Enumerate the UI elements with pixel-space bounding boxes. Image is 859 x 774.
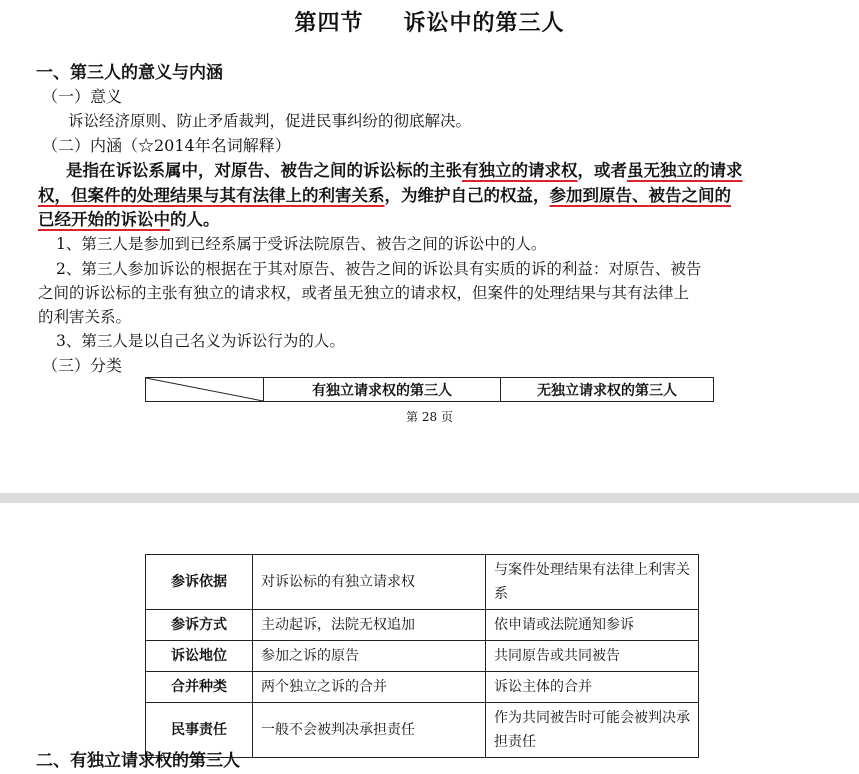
definition-highlight: 权，但案件的处理结果与其有法律上的利害关系: [38, 186, 385, 205]
definition-text: 是指在诉讼系属中，对原告、被告之间的诉讼标的主张: [66, 161, 462, 180]
sub2-heading: （二）内涵（☆2014年名词解释）: [42, 136, 291, 155]
definition-highlight: 参加到原告、被告之间的: [549, 186, 731, 205]
cell-non-independent: 诉讼主体的合并: [486, 672, 699, 703]
point-2-line-2: 之间的诉讼标的主张有独立的请求权，或者虽无独立的请求权，但案件的处理结果与其有法律上: [38, 284, 690, 302]
page-separator: [0, 493, 859, 503]
diagonal-line: [146, 378, 263, 401]
row-label: 民事责任: [146, 703, 253, 758]
cell-independent: 两个独立之诉的合并: [253, 672, 486, 703]
row-label: 参诉依据: [146, 555, 253, 610]
point-1: 1、第三人是参加到已经系属于受诉法院原告、被告之间的诉讼中的人。: [56, 235, 547, 253]
cell-independent: 对诉讼标的有独立请求权: [253, 555, 486, 610]
table-row: [146, 555, 699, 610]
cell-non-independent: 共同原告或共同被告: [486, 641, 699, 672]
definition-highlight: 已经开始的诉讼中: [38, 210, 170, 229]
definition-line-3: [38, 206, 220, 230]
cell-independent: 主动起诉，法院无权追加: [253, 610, 486, 641]
section1-heading: 一、第三人的意义与内涵: [36, 63, 223, 83]
definition-line-1: [66, 157, 743, 181]
title-prefix: 第四节: [294, 10, 364, 36]
sub3-heading: （三）分类: [42, 356, 123, 375]
cell-non-independent: 作为共同被告时可能会被判决承担责任: [486, 703, 699, 758]
point-3: 3、第三人是以自己名义为诉讼行为的人。: [56, 332, 345, 350]
row-label: 合并种类: [146, 672, 253, 703]
definition-text: ，或者: [577, 161, 627, 180]
col-head-independent: 有独立请求权的第三人: [264, 378, 501, 402]
col-head-non-independent: 无独立请求权的第三人: [501, 378, 714, 402]
definition-line-2: [38, 182, 731, 206]
section2-heading: 二、有独立请求权的第三人: [36, 751, 240, 771]
definition-text: 的人。: [170, 210, 220, 229]
cell-independent: 参加之诉的原告: [253, 641, 486, 672]
point-2-line-3: 的利害关系。: [38, 308, 132, 326]
point-2-line-1: 2、第三人参加诉讼的根据在于其对原告、被告之间的诉讼具有实质的诉的利益：对原告、被告: [56, 260, 702, 278]
row-label: 参诉方式: [146, 610, 253, 641]
definition-highlight: 虽无独立的请求: [627, 161, 743, 180]
classification-table-head: [145, 377, 714, 402]
cell-non-independent: 依申请或法院通知参诉: [486, 610, 699, 641]
table-row: [146, 641, 699, 672]
sub1-heading: （一）意义: [42, 87, 123, 106]
section-title: [0, 6, 859, 37]
cell-independent: 一般不会被判决承担责任: [253, 703, 486, 758]
diagonal-header-cell: [146, 378, 264, 402]
table-row: [146, 672, 699, 703]
title-main: 诉讼中的第三人: [403, 10, 565, 36]
row-label: 诉讼地位: [146, 641, 253, 672]
definition-text: ，为维护自己的权益，: [384, 186, 550, 205]
definition-highlight: 有独立的请求权: [462, 161, 578, 180]
cell-non-independent: 与案件处理结果有法律上利害关系: [486, 555, 699, 610]
table-row: [146, 610, 699, 641]
sub1-text: 诉讼经济原则、防止矛盾裁判，促进民事纠纷的彻底解决。: [68, 112, 472, 130]
comparison-table: [145, 554, 699, 758]
page-footer: 第 28 页: [406, 410, 453, 424]
